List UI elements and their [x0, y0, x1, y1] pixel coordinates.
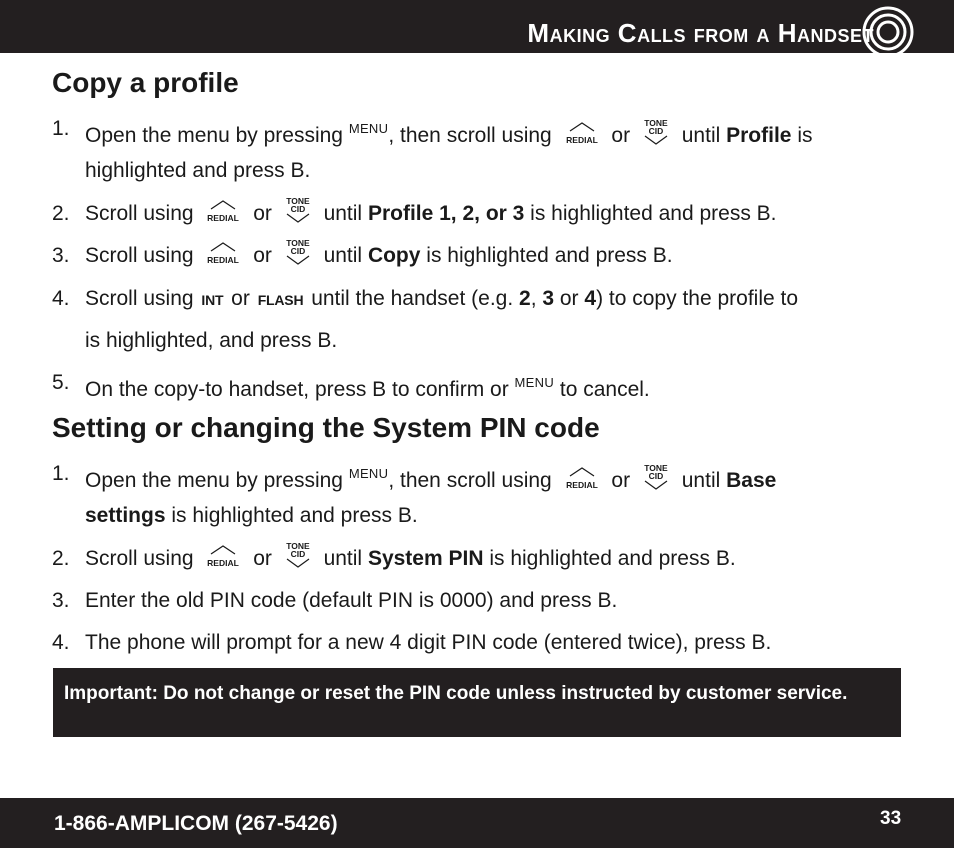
tone-label: TONE	[286, 196, 310, 206]
step-text-continued: highlighted and press B.	[85, 159, 311, 182]
step-number: 2.	[52, 202, 70, 225]
header-rings-icon	[836, 2, 916, 53]
tone-cid-down-arrow-icon	[282, 196, 314, 224]
tone-label: TONE	[644, 118, 668, 128]
step-text: On the copy-to handset, press B to confirm or $^{MENU}$ to cancel.	[85, 375, 650, 401]
header-title: Making Calls from a Handset	[527, 18, 874, 48]
cid-label: CID	[290, 246, 306, 256]
redial-label: REDIAL	[207, 213, 240, 223]
redial-up-arrow-icon	[203, 242, 243, 266]
step-text: Open the menu by pressing $^{MENU}$, then scroll using REDIAL or TONE CID until Base	[85, 463, 777, 492]
tone-cid-down-arrow-icon	[640, 118, 672, 146]
tone-cid-down-arrow-icon	[640, 463, 672, 491]
redial-label: REDIAL	[565, 135, 598, 145]
step-number: 1.	[52, 117, 70, 140]
step-text: Scroll using INT or FLASH until the handset (e.g. 2, 3 or 4) to copy the profile to	[85, 287, 799, 310]
redial-up-arrow-icon	[562, 467, 602, 491]
copy-profile-heading: Copy a profile	[52, 67, 239, 98]
tone-label: TONE	[644, 463, 668, 473]
menu-key-label: MENU	[348, 466, 389, 481]
important-notice: Important: Do not change or reset the PIN code unless instructed by customer service.	[53, 668, 901, 737]
tone-cid-down-arrow-icon	[282, 238, 314, 266]
cid-label: CID	[648, 126, 664, 136]
step-text: Scroll using REDIAL or TONE CID until Profile 1, 2, or 3 is highlighted and press B.	[85, 196, 777, 225]
tone-label: TONE	[286, 238, 310, 248]
footer-bar	[0, 798, 954, 848]
step-text: Enter the old PIN code (default PIN is 0000) and press B.	[85, 589, 618, 612]
step-number: 4.	[52, 631, 70, 654]
step-text: Scroll using REDIAL or TONE CID until System PIN is highlighted and press B.	[85, 541, 736, 570]
redial-label: REDIAL	[207, 558, 240, 568]
redial-up-arrow-icon	[203, 200, 243, 224]
cid-label: CID	[648, 471, 664, 481]
step-text: Open the menu by pressing $^{MENU}$, then scroll using REDIAL or TONE CID until Profile is	[85, 118, 813, 147]
redial-up-arrow-icon	[562, 122, 602, 146]
menu-key-label: MENU	[348, 121, 389, 136]
cid-label: CID	[290, 204, 306, 214]
step-number: 3.	[52, 589, 70, 612]
header-bar	[0, 0, 954, 53]
redial-label: REDIAL	[207, 255, 240, 265]
step-number: 1.	[52, 462, 70, 485]
step-number: 5.	[52, 371, 70, 394]
redial-up-arrow-icon	[203, 545, 243, 569]
pin-code-heading: Setting or changing the System PIN code	[52, 412, 600, 443]
step-text-continued: is highlighted, and press B.	[85, 329, 338, 352]
flash-key-label: FLASH	[257, 292, 304, 308]
step-number: 4.	[52, 287, 70, 310]
cid-label: CID	[290, 549, 306, 559]
step-text: Scroll using REDIAL or TONE CID until Copy is highlighted and press B.	[85, 238, 673, 267]
int-key-label: INT	[201, 292, 224, 308]
tone-cid-down-arrow-icon	[282, 541, 314, 569]
page-number: 33	[880, 808, 902, 829]
menu-key-label: MENU	[514, 375, 555, 390]
tone-label: TONE	[286, 541, 310, 551]
step-number: 3.	[52, 244, 70, 267]
redial-label: REDIAL	[565, 480, 598, 490]
step-number: 2.	[52, 547, 70, 570]
step-text: The phone will prompt for a new 4 digit PIN code (entered twice), press B.	[85, 631, 772, 654]
step-text-continued: settings is highlighted and press B.	[85, 504, 418, 527]
footer-phone-number: 1-866-AMPLICOM (267-5426)	[54, 812, 338, 835]
